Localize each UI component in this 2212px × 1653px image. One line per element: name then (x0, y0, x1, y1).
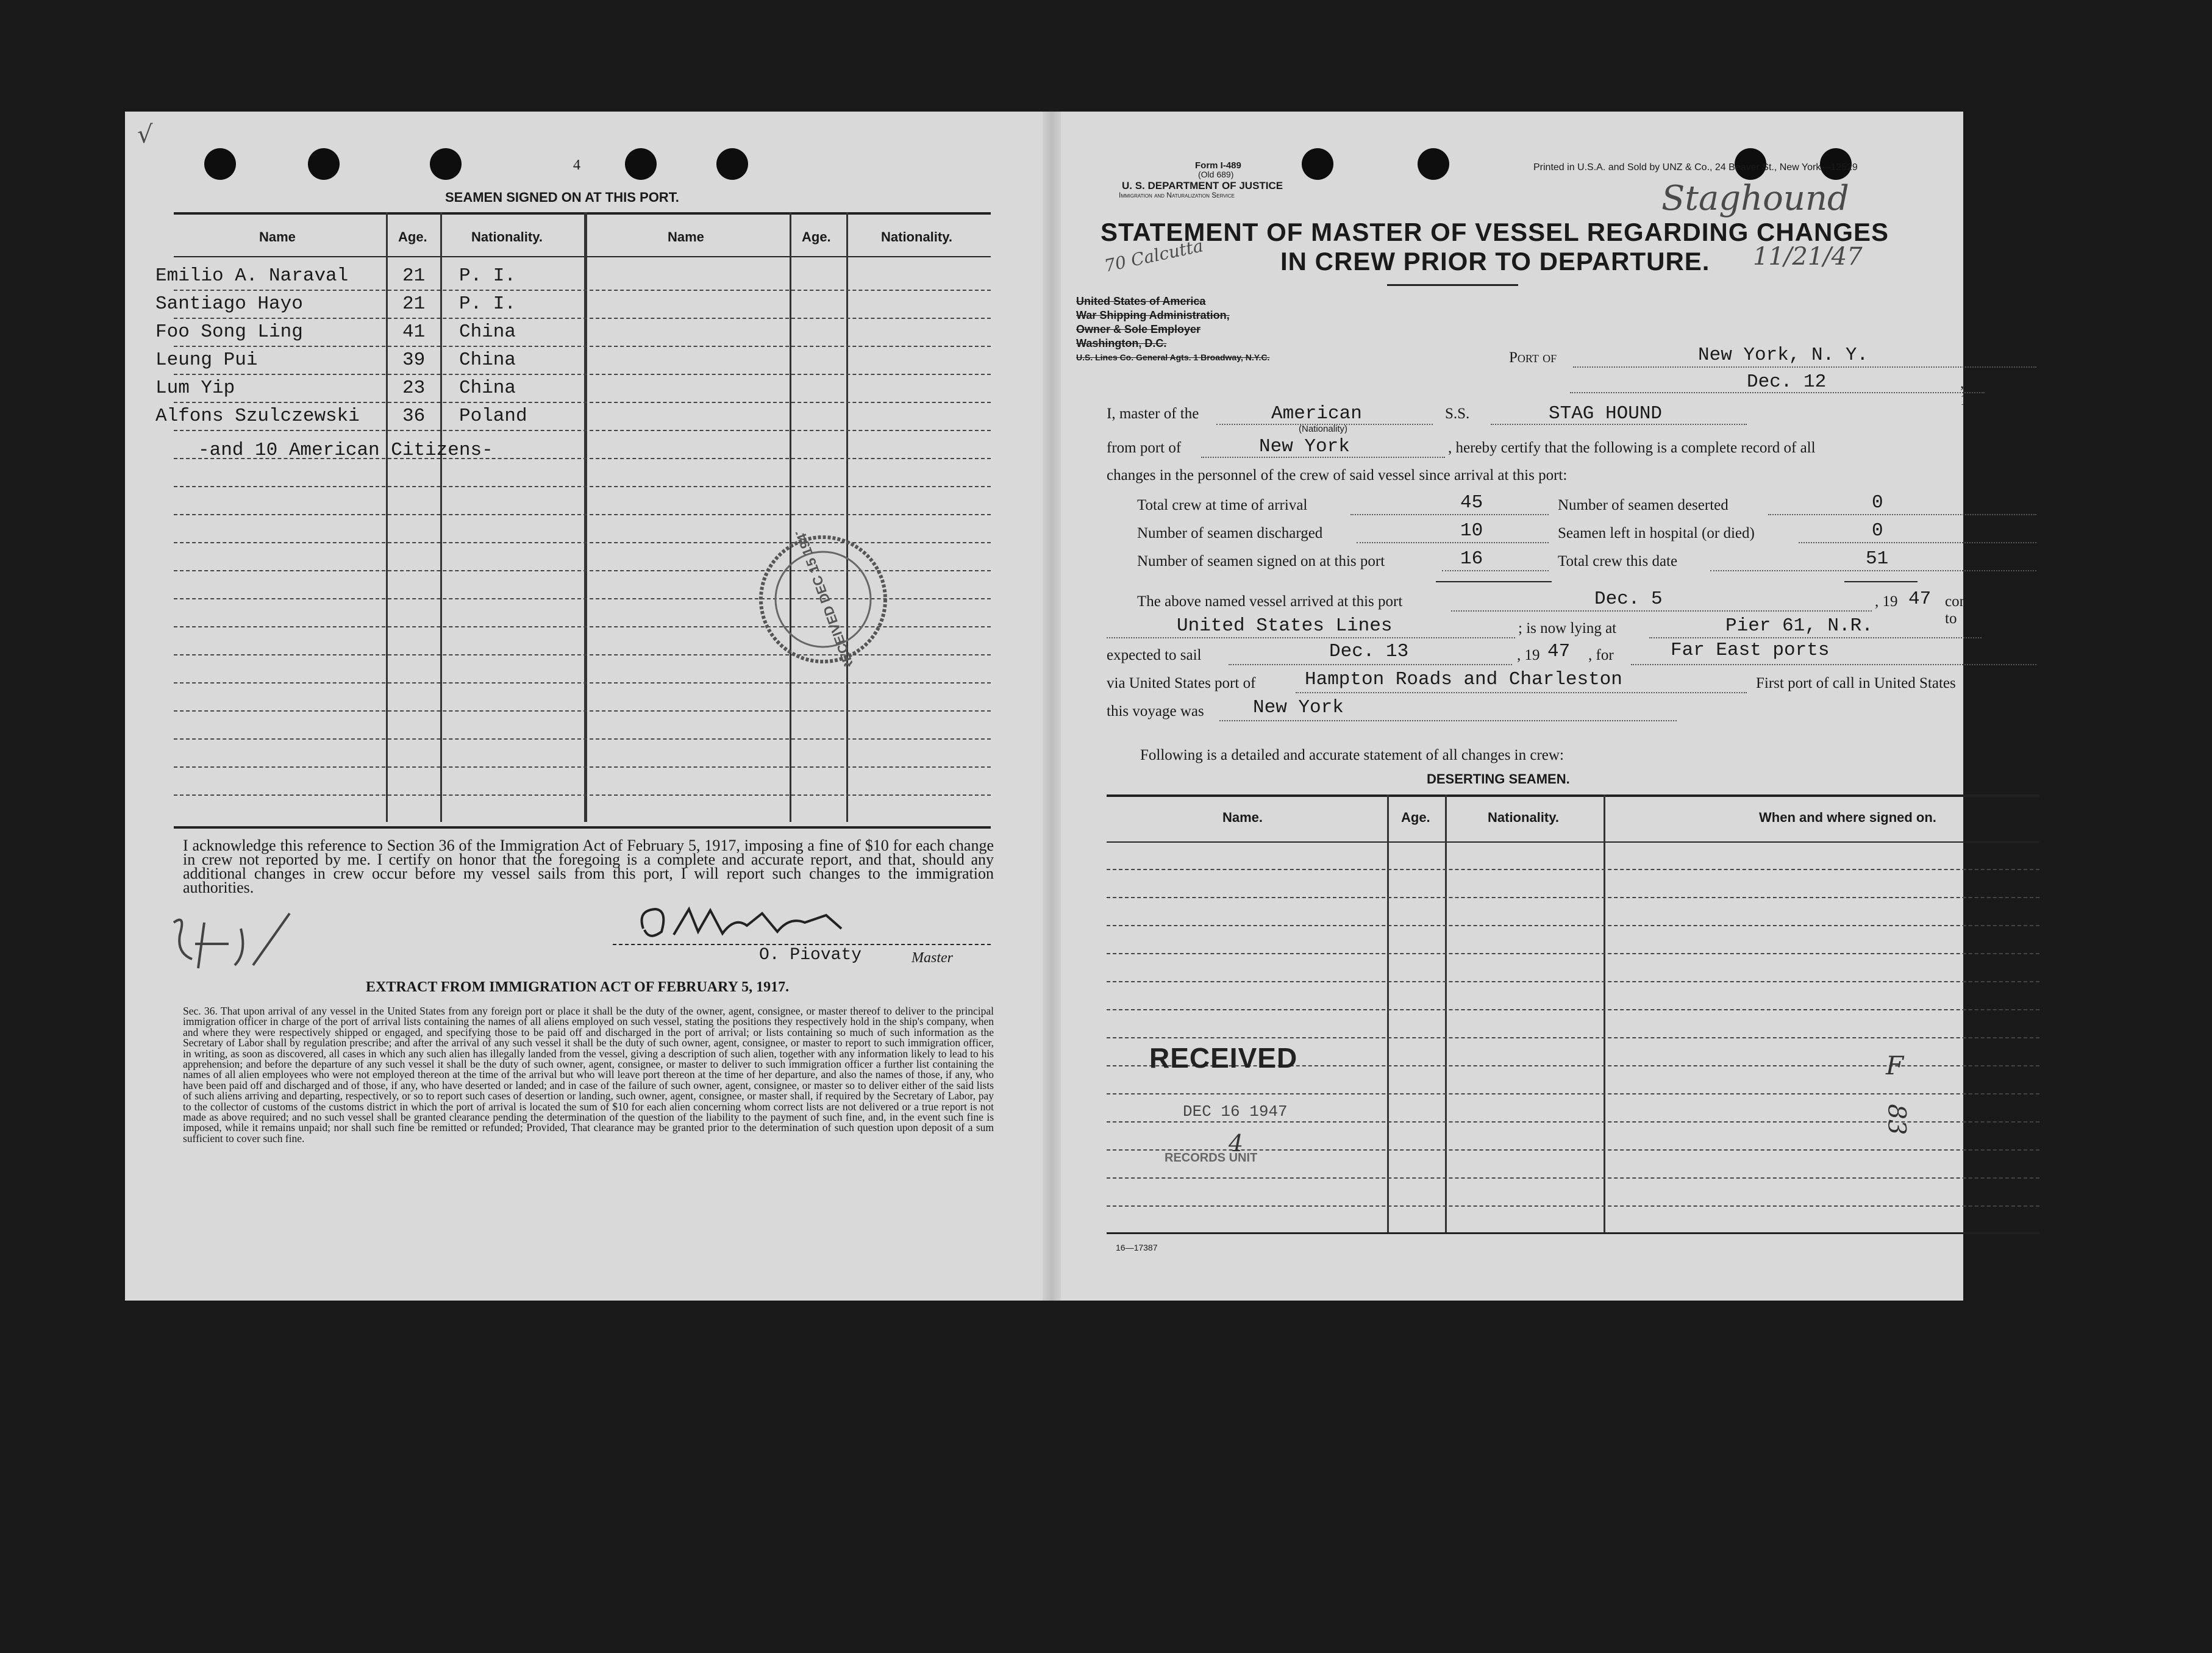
row-rule (174, 682, 991, 684)
sail-year-prefix: , 19 (1517, 647, 1540, 663)
handwritten-date: 11/21/47 (1753, 243, 1863, 271)
master-label: Master (912, 950, 953, 966)
form-old: (Old 689) (1198, 170, 1234, 179)
col-header-nationality: Nationality. (881, 229, 952, 245)
row-rule (1107, 1205, 2039, 1207)
destination: Far East ports (1671, 640, 1830, 661)
arrived-year-prefix: , 19 (1875, 593, 1898, 610)
page-fold (1043, 112, 1061, 1301)
pier-line (1649, 637, 1982, 638)
sail-line (1229, 664, 1512, 665)
following-text: Following is a detailed and accurate statement of all changes in crew: (1140, 747, 1564, 763)
owner-line: United States of America (1076, 295, 1206, 307)
crew-age: 36 (402, 405, 426, 427)
crew-name: Emilio A. Naraval (155, 265, 349, 287)
row-rule (1107, 897, 2039, 898)
margin-initials (162, 910, 296, 980)
form-title-line2: IN CREW PRIOR TO DEPARTURE. (1280, 247, 1710, 276)
received-stamp: RECEIVED (1149, 1042, 1298, 1074)
department: U. S. DEPARTMENT OF JUSTICE (1122, 180, 1283, 191)
consigned-label: consigned to (1945, 593, 2007, 627)
arrived-value: Dec. 5 (1594, 588, 1663, 610)
col-divider (440, 212, 442, 822)
sail-year: 47 (1547, 641, 1571, 662)
deserting-bottom-rule (1107, 1232, 2039, 1234)
lying-label: ; is now lying at (1518, 620, 1617, 637)
punch-hole (1302, 148, 1333, 180)
col-divider (1604, 794, 1605, 1234)
crew-nationality: P. I. (459, 293, 516, 315)
voyage-label: this voyage was (1107, 703, 1204, 719)
owner-line: Washington, D.C. (1076, 337, 1167, 349)
via-value: Hampton Roads and Charleston (1305, 669, 1622, 690)
port-value: New York, N. Y. (1698, 345, 1869, 366)
document-sheet (125, 112, 2014, 1301)
consignee-line (1107, 637, 1515, 638)
stat-line (1442, 570, 1549, 571)
stat-line (1799, 542, 2036, 543)
row-rule (174, 318, 991, 319)
row-rule (1107, 1149, 2039, 1151)
handwritten-mark: 4 (1229, 1130, 1244, 1157)
col-header-name: Name (668, 229, 704, 245)
row-rule (1107, 953, 2039, 954)
table-bottom-rule (174, 826, 991, 829)
crew-name: Leung Pui (155, 349, 258, 371)
for-label: , for (1588, 647, 1614, 663)
page-number: 4 (573, 157, 580, 173)
deserting-col-nationality: Nationality. (1488, 810, 1559, 825)
crew-age: 21 (402, 265, 426, 287)
stat-line (1768, 514, 2036, 515)
acknowledgement-text: I acknowledge this reference to Section 36 of the Immigration Act of February 5, 1917, imposing a fine of $10 for each change in crew not reported by me. I certify on honor that the foregoing is a complete and accurate report, and that, should any additional changes in crew occur before my vessel sails from this port, I will report such changes to the immigration authorities. (183, 837, 994, 896)
stat-line (1350, 514, 1549, 515)
col-divider (386, 212, 388, 822)
handwritten-ship: Staghound (1661, 179, 1849, 218)
col-header-age: Age. (398, 229, 427, 245)
stat-rule (1844, 581, 1918, 582)
row-rule (1107, 869, 2039, 870)
punch-hole (625, 148, 657, 180)
stat-value: 0 (1872, 520, 1883, 541)
year-value: 47 (1991, 371, 2014, 393)
stat-label: Number of seamen signed on at this port (1137, 553, 1385, 569)
crew-age: 23 (402, 377, 426, 399)
received-unit: RECORDS UNIT (1165, 1151, 1258, 1165)
punch-hole (204, 148, 236, 180)
port-label: Port of (1509, 349, 1557, 366)
col-header-age: Age. (802, 229, 831, 245)
nationality-value: American (1271, 403, 1362, 424)
form-title-line1: STATEMENT OF MASTER OF VESSEL REGARDING CHANGES (1101, 218, 1889, 246)
stat-label: Number of seamen discharged (1137, 525, 1323, 541)
stat-label: Number of seamen deserted (1558, 497, 1729, 513)
punch-hole (1418, 148, 1449, 180)
stamp-text: RECEIVED DEC 15 1947 (791, 532, 858, 666)
arrived-year: 47 (1908, 588, 1932, 610)
voyage-value: New York (1253, 697, 1344, 718)
table-top-rule (174, 212, 991, 215)
ss-label: S.S. (1445, 405, 1470, 422)
port-line (1573, 366, 2036, 368)
row-rule (174, 402, 991, 403)
stat-value: 51 (1866, 548, 1889, 569)
crew-name: Alfons Szulczewski (155, 405, 360, 427)
master-name: O. Piovaty (759, 946, 862, 965)
arrived-line (1451, 610, 1872, 612)
deserting-col-name: Name. (1222, 810, 1263, 825)
title-underline (1387, 284, 1518, 286)
date-prefix: , 19 (1960, 375, 1975, 409)
deserting-col-signed-on: When and where signed on. (1759, 810, 1936, 825)
row-rule (174, 514, 991, 515)
deserting-col-age: Age. (1401, 810, 1430, 825)
stat-label: Total crew at time of arrival (1137, 497, 1308, 513)
row-rule (174, 374, 991, 375)
master-of-the: I, master of the (1107, 405, 1199, 422)
col-header-nationality: Nationality. (471, 229, 543, 245)
col-divider (1387, 794, 1389, 1234)
col-divider (846, 212, 848, 822)
first-port-label: First port of call in United States (1756, 675, 1956, 691)
row-rule (174, 738, 991, 740)
sail-date: Dec. 13 (1329, 641, 1409, 662)
service: Immigration and Naturalization Service (1119, 191, 1235, 199)
owner-stamp (1076, 295, 1269, 365)
row-rule (174, 486, 991, 487)
crew-nationality: China (459, 377, 516, 399)
date-value: Dec. 12 (1747, 371, 1827, 393)
crew-age: 21 (402, 293, 426, 315)
crew-nationality: China (459, 349, 516, 371)
stat-label: Seamen left in hospital (or died) (1558, 525, 1755, 541)
row-rule (174, 710, 991, 712)
received-date: DEC 16 1947 (1183, 1102, 1288, 1121)
handwritten-note: 70 Calcutta (1102, 235, 1205, 276)
crew-nationality: Poland (459, 405, 527, 427)
file-mark: F (1886, 1051, 1904, 1080)
row-rule (174, 290, 991, 291)
continuation-note: -and 10 American Citizens- (198, 440, 493, 461)
stat-label: Total crew this date (1558, 553, 1678, 569)
col-divider (790, 212, 791, 822)
row-rule (1107, 1009, 2039, 1010)
pier: Pier 61, N.R. (1725, 615, 1873, 637)
row-rule (1107, 1037, 2039, 1038)
from-port-label: from port of (1107, 440, 1182, 456)
row-rule (174, 430, 991, 431)
crew-nationality: P. I. (459, 265, 516, 287)
row-rule (1107, 981, 2039, 982)
stat-value: 0 (1872, 492, 1883, 513)
nationality-caption: (Nationality) (1299, 424, 1348, 434)
stat-value: 16 (1460, 548, 1483, 569)
expected-label: expected to sail (1107, 647, 1202, 663)
printer-line: Printed in U.S.A. and Sold by UNZ & Co., 24 Beaver St., New York—12529 (1533, 162, 1858, 173)
vessel-name: STAG HOUND (1549, 403, 1663, 424)
voyage-line (1219, 720, 1677, 721)
check-mark: √ (137, 121, 153, 149)
via-label: via United States port of (1107, 675, 1256, 691)
crew-name: Santiago Hayo (155, 293, 303, 315)
received-round-stamp (756, 532, 890, 666)
extract-title: EXTRACT FROM IMMIGRATION ACT OF FEBRUARY 5, 1917. (366, 979, 790, 995)
row-rule (1107, 925, 2039, 926)
and-is: , and is (1983, 620, 2006, 671)
stat-rule (1436, 581, 1552, 582)
arrived-label: The above named vessel arrived at this port (1137, 593, 1403, 610)
punch-hole (430, 148, 462, 180)
crew-nationality: China (459, 321, 516, 343)
owner-line: Owner & Sole Employer (1076, 323, 1201, 335)
col-header-name: Name (259, 229, 296, 245)
stat-value: 10 (1460, 520, 1483, 541)
row-rule (1107, 1093, 2039, 1094)
deserting-header-rule (1107, 841, 2039, 843)
col-divider (1445, 794, 1447, 1234)
form-number: Form I-489 (1195, 160, 1241, 171)
consignee: United States Lines (1177, 615, 1393, 637)
from-port-value: New York (1259, 436, 1350, 457)
row-rule (174, 766, 991, 768)
crew-age: 39 (402, 349, 426, 371)
deserting-top-rule (1107, 794, 2039, 797)
changes-text: changes in the personnel of the crew of said vessel since arrival at this port: (1107, 467, 1568, 484)
extract-text: Sec. 36. That upon arrival of any vessel in the United States from any foreign port or place it shall be the duty of the owner, agent, consignee, or master thereof to deliver to the principal immigration officer in charge of the port of arrival lists containing the names of all aliens employed on such vessel, stating the positions they respectively hold in the ship's company, when and where they were respectively shipped or engaged, and specifying those to be paid off and discharged in the port of arrival; or lists containing so much of such information as the Secretary of Labor shall by regulation prescribe; and after the arrival of any such vessel it shall be the duty of such owner, agent, consignee, or master to report to such immigration officer, in writing, as soon as discovered, all cases in which any such alien has illegally landed from the vessel, giving a description of such alien, together with any information likely to lead to his apprehension; and before the departure of any such vessel it shall be the duty of such owner, agent, consignee, or master to deliver to such immigration officer a further list containing the names of all alien employees who were not employed thereon at the time of the arrival but who will leave port thereon at the time of her departure, and also the names of those, if any, who have been paid off and discharged and of those, if any, who have deserted or landed; and in case of the failure of such owner, agent, consignee, or master so to deliver either of the said lists of such aliens arriving and departing, respectively, or so to report such cases of desertion or landing, such owner, agent, consignee, or master shall, if required by the Secretary of Labor, pay to the collector of customs of the customs district in which the port of arrival is located the sum of $10 for each alien concerning whom correct lists are not delivered or a true report is not made as above required; and no such vessel shall be granted clearance pending the determination of the question of the liability to the payment of such fine, and, in the event such fine is imposed, while it remains unpaid; nor shall such fine be remitted or refunded; Provided, That clearance may be granted prior to the determination of such question upon deposit of a sum sufficient to cover such fine. (183, 1005, 994, 1144)
via-line (1296, 692, 1747, 693)
punch-hole (716, 148, 748, 180)
row-rule (1107, 1177, 2039, 1179)
signature-line (613, 944, 991, 945)
row-rule (174, 346, 991, 347)
owner-line: U.S. Lines Co. General Agts. 1 Broadway, N.Y.C. (1076, 352, 1270, 362)
stat-line (1357, 542, 1549, 543)
row-rule (174, 794, 991, 796)
stat-line (1710, 570, 2036, 571)
left-title: SEAMEN SIGNED ON AT THIS PORT. (445, 190, 679, 205)
destination-line (1631, 664, 2036, 665)
footer-code: 16—17387 (1116, 1243, 1158, 1252)
crew-name: Foo Song Ling (155, 321, 303, 343)
file-number: 83 (1882, 1104, 1911, 1135)
crew-name: Lum Yip (155, 377, 235, 399)
table-header-rule (174, 256, 991, 257)
stat-value: 45 (1460, 492, 1483, 513)
crew-age: 41 (402, 321, 426, 343)
deserting-title: DESERTING SEAMEN. (1427, 771, 1570, 787)
certify-text: , hereby certify that the following is a complete record of all (1448, 440, 1816, 456)
col-divider (584, 212, 587, 822)
punch-hole (308, 148, 340, 180)
owner-line: War Shipping Administration, (1076, 309, 1230, 321)
